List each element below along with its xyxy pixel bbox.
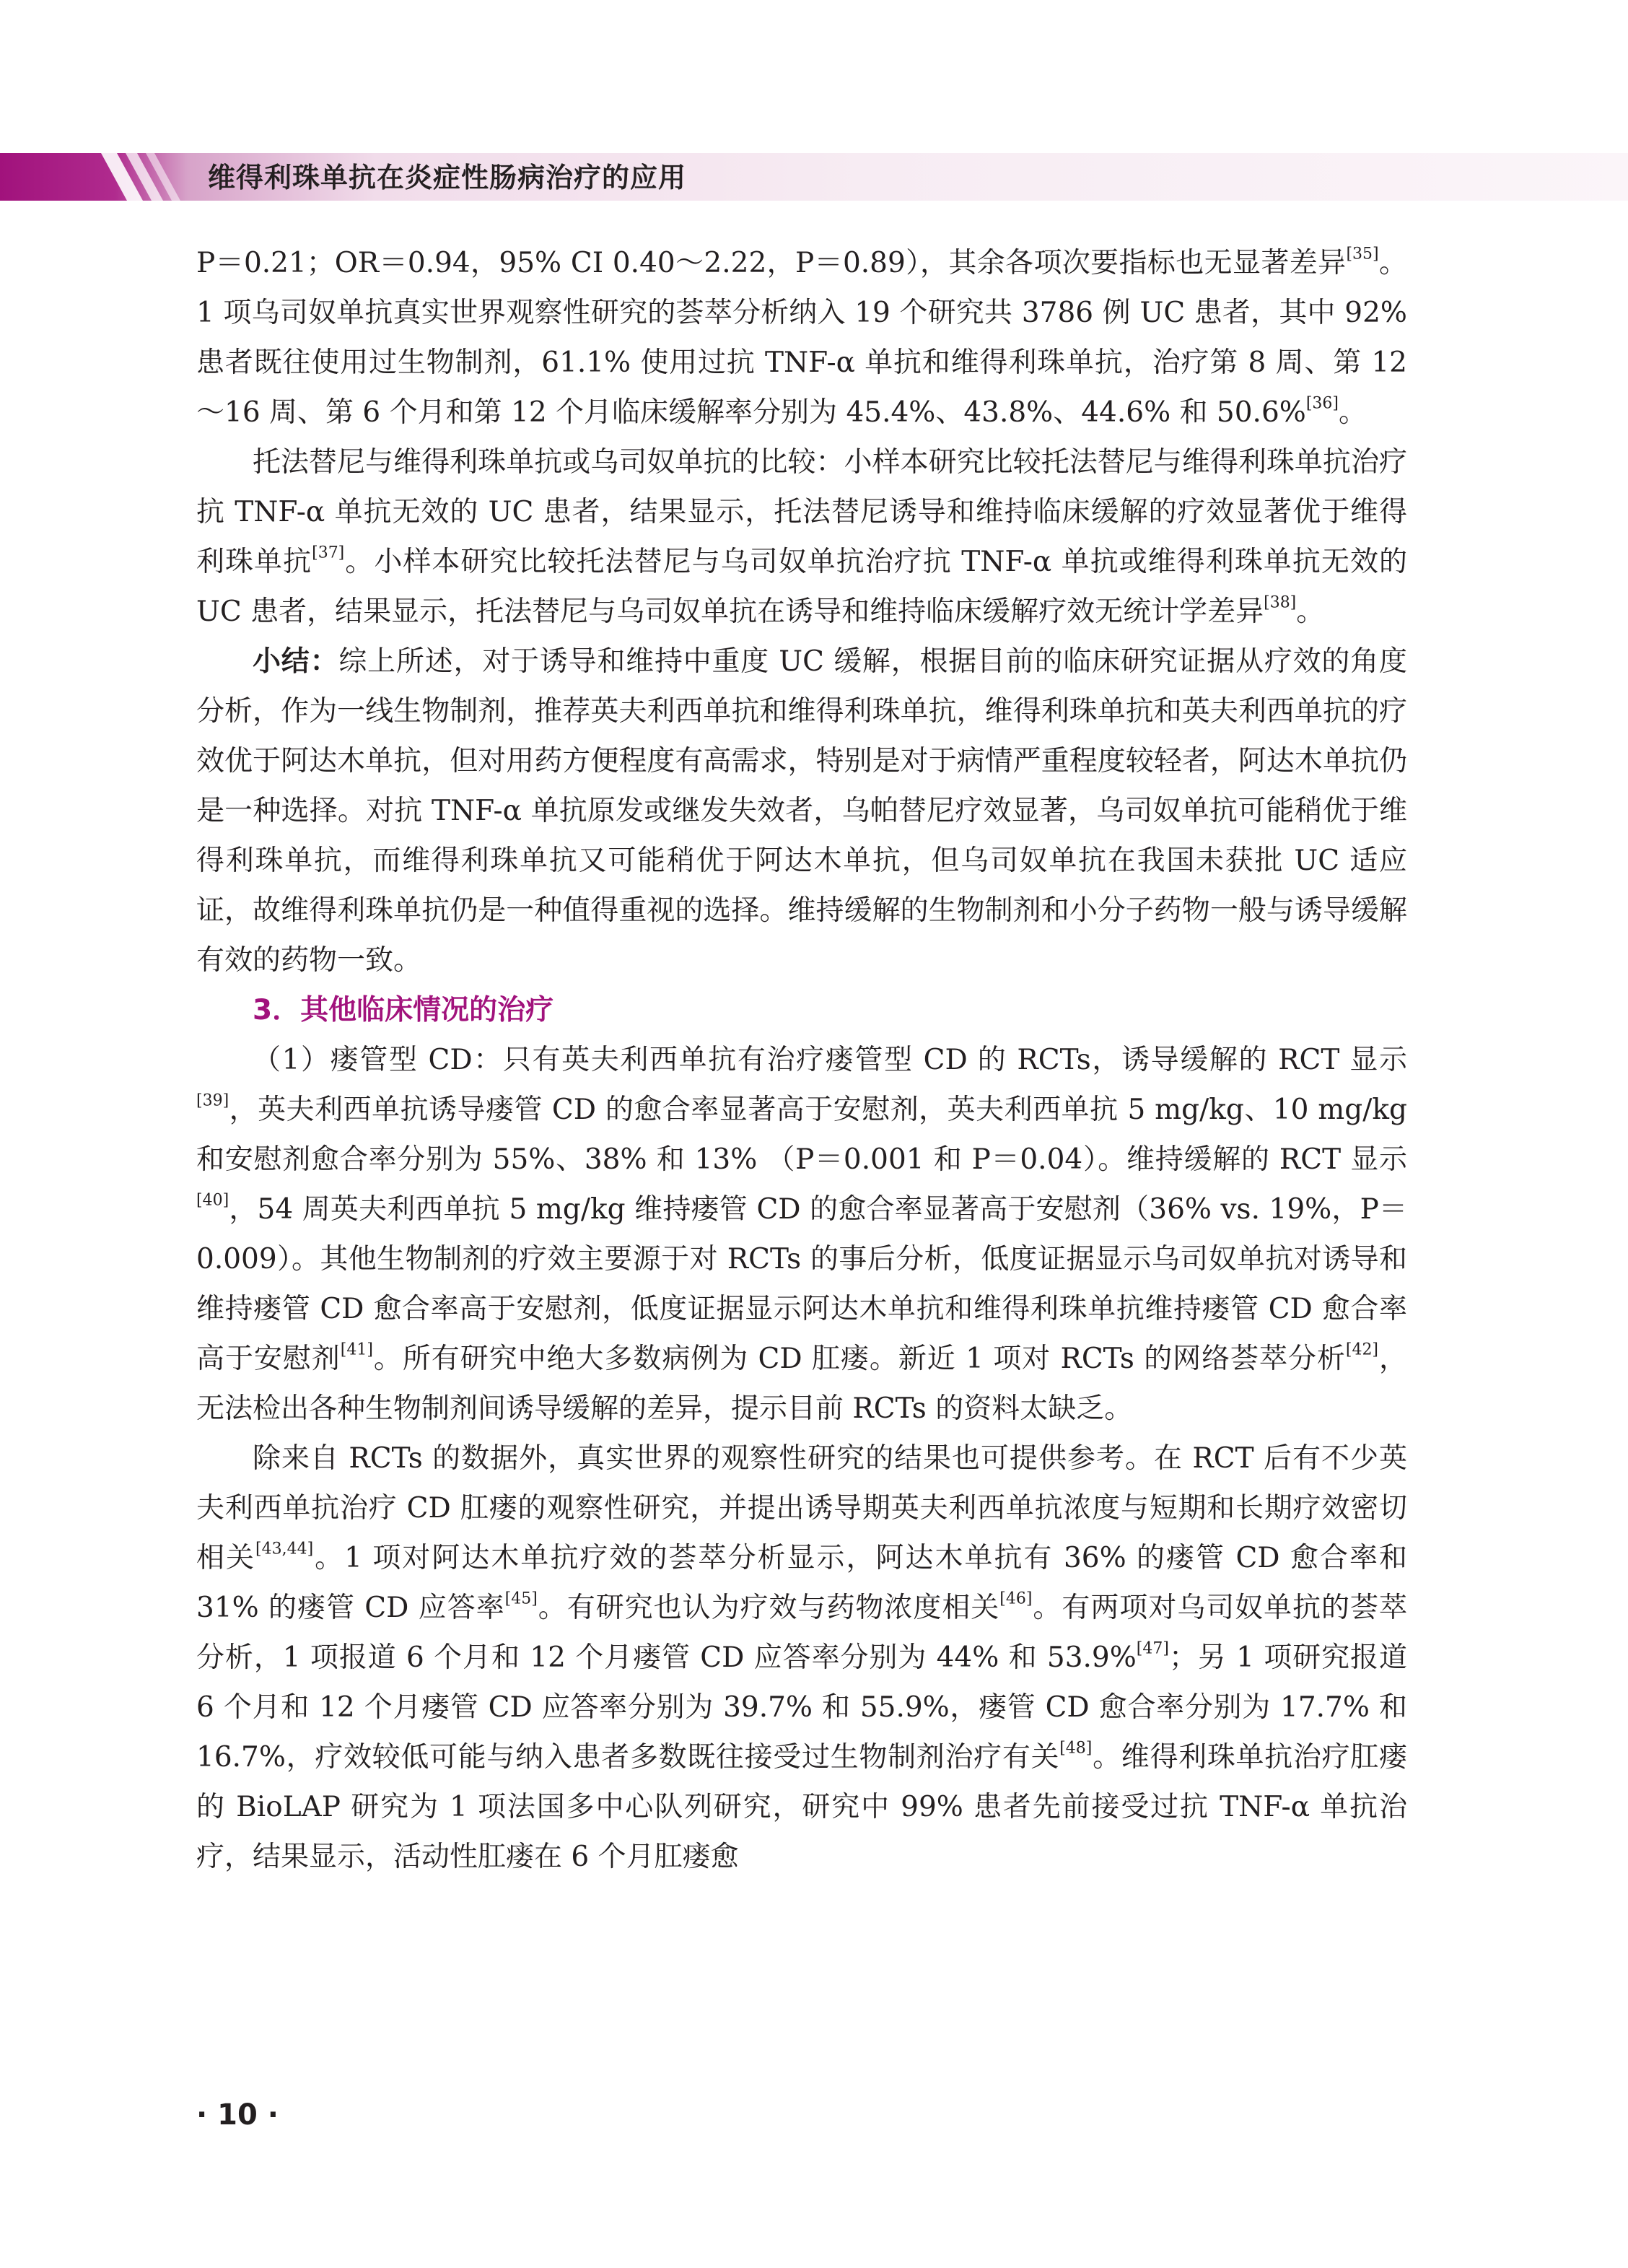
text-run: 托法替尼与维得利珠单抗或乌司奴单抗的比较：小样本研究比较托法替尼与维得利珠单抗治疗抗 TNF-α 单抗无效的 UC 患者，结果显示，托法替尼诱导和维持临床缓解的疗效显著优于维得利珠单抗 xyxy=(196,446,1407,578)
citation-ref: [45] xyxy=(504,1589,538,1608)
text-run: 。有研究也认为疗效与药物浓度相关 xyxy=(537,1592,1000,1624)
citation-ref: [36] xyxy=(1305,394,1339,413)
text-run: 。 xyxy=(1296,596,1325,628)
article-body xyxy=(196,238,1407,1882)
running-title: 维得利珠单抗在炎症性肠病治疗的应用 xyxy=(208,162,687,193)
citation-ref: [43,44] xyxy=(255,1540,314,1558)
citation-ref: [48] xyxy=(1059,1739,1093,1758)
body-paragraph xyxy=(196,1434,1407,1882)
text-run: ；另 1 项研究报道 6 个月和 12 个月瘘管 CD 应答率分别为 39.7% 和 55.9%，瘘管 CD 愈合率分别为 17.7% 和 16.7%，疗效较低可能与纳入患者多数既往接受过生物制剂治疗有关 xyxy=(196,1641,1407,1774)
text-run: 。小样本研究比较托法替尼与乌司奴单抗治疗抗 TNF-α 单抗或维得利珠单抗无效的 UC 患者，结果显示，托法替尼与乌司奴单抗在诱导和维持临床缓解疗效无统计学差异 xyxy=(196,546,1407,628)
page-number: · 10 · xyxy=(196,2098,279,2132)
text-run: （1）瘘管型 CD：只有英夫利西单抗有治疗瘘管型 CD 的 RCTs，诱导缓解的 RCT 显示 xyxy=(253,1044,1407,1076)
body-paragraph xyxy=(196,437,1407,637)
text-run: 。有两项对乌司奴单抗的荟萃分析，1 项报道 6 个月和 12 个月瘘管 CD 应答率分别为 44% 和 53.9% xyxy=(196,1592,1407,1674)
text-run: 。所有研究中绝大多数病例为 CD 肛瘘。新近 1 项对 RCTs 的网络荟萃分析 xyxy=(372,1343,1346,1375)
text-run: P＝0.21；OR＝0.94，95% CI 0.40～2.22，P＝0.89），其余各项次要指标也无显著差异 xyxy=(196,247,1347,279)
text-run: ，英夫利西单抗诱导瘘管 CD 的愈合率显著高于安慰剂，英夫利西单抗 5 mg/kg、10 mg/kg 和安慰剂愈合率分别为 55%、38% 和 13% （P＝0.001 和 P＝0.04）。维持缓解的 RCT 显示 xyxy=(196,1094,1407,1176)
text-run: 。1 项乌司奴单抗真实世界观察性研究的荟萃分析纳入 19 个研究共 3786 例 UC 患者，其中 92% 患者既往使用过生物制剂，61.1% 使用过抗 TNF-α 单抗和维得利珠单抗，治疗第 8 周、第 12～16 周、第 6 个月和第 12 个月临床缓解率分别为 45.4%、43.8%、44.6% 和 50.6% xyxy=(196,247,1407,429)
body-paragraph xyxy=(196,238,1407,437)
text-run: 。维得利珠单抗治疗肛瘘的 BioLAP 研究为 1 项法国多中心队列研究，研究中 99% 患者先前接受过抗 TNF-α 单抗治疗，结果显示，活动性肛瘘在 6 个月肛瘘愈 xyxy=(196,1741,1407,1873)
citation-ref: [46] xyxy=(999,1589,1033,1608)
citation-ref: [40] xyxy=(196,1191,229,1210)
text-run: 3．其他临床情况的治疗 xyxy=(253,994,554,1026)
citation-ref: [42] xyxy=(1345,1340,1379,1359)
body-paragraph xyxy=(196,1035,1407,1434)
header-stripes-decoration xyxy=(101,153,202,201)
citation-ref: [39] xyxy=(196,1091,229,1110)
text-run: 。 xyxy=(1339,396,1367,429)
citation-ref: [41] xyxy=(340,1340,373,1359)
citation-ref: [37] xyxy=(312,544,345,562)
text-run: 除来自 RCTs 的数据外，真实世界的观察性研究的结果也可提供参考。在 RCT 后有不少英夫利西单抗治疗 CD 肛瘘的观察性研究，并提出诱导期英夫利西单抗浓度与短期和长期疗效密切相关 xyxy=(196,1442,1407,1574)
citation-ref: [35] xyxy=(1346,245,1379,263)
section-heading xyxy=(196,985,1407,1035)
citation-ref: [47] xyxy=(1136,1639,1169,1658)
text-run: ，无法检出各种生物制剂间诱导缓解的差异，提示目前 RCTs 的资料太缺乏。 xyxy=(196,1343,1407,1425)
paragraph-lead: 小结： xyxy=(253,645,339,678)
text-run: 。1 项对阿达木单抗疗效的荟萃分析显示，阿达木单抗有 36% 的瘘管 CD 愈合率和 31% 的瘘管 CD 应答率 xyxy=(196,1542,1407,1624)
text-run: 综上所述，对于诱导和维持中重度 UC 缓解，根据目前的临床研究证据从疗效的角度分析，作为一线生物制剂，推荐英夫利西单抗和维得利珠单抗，维得利珠单抗和英夫利西单抗的疗效优于阿达木单抗，但对用药方便程度有高需求，特别是对于病情严重程度较轻者，阿达木单抗仍是一种选择。对抗 TNF-α 单抗原发或继发失效者，乌帕替尼疗效显著，乌司奴单抗可能稍优于维得利珠单抗，而维得利珠单抗又可能稍优于阿达木单抗，但乌司奴单抗在我国未获批 UC 适应证，故维得利珠单抗仍是一种值得重视的选择。维持缓解的生物制剂和小分子药物一般与诱导缓解有效的药物一致。 xyxy=(196,645,1407,977)
text-run: ，54 周英夫利西单抗 5 mg/kg 维持瘘管 CD 的愈合率显著高于安慰剂（36% vs. 19%，P＝0.009）。其他生物制剂的疗效主要源于对 RCTs 的事后分析，低度证据显示乌司奴单抗对诱导和维持瘘管 CD 愈合率高于安慰剂，低度证据显示阿达木单抗和维得利珠单抗维持瘘管 CD 愈合率高于安慰剂 xyxy=(196,1193,1407,1375)
citation-ref: [38] xyxy=(1264,593,1297,612)
body-paragraph xyxy=(196,637,1407,985)
